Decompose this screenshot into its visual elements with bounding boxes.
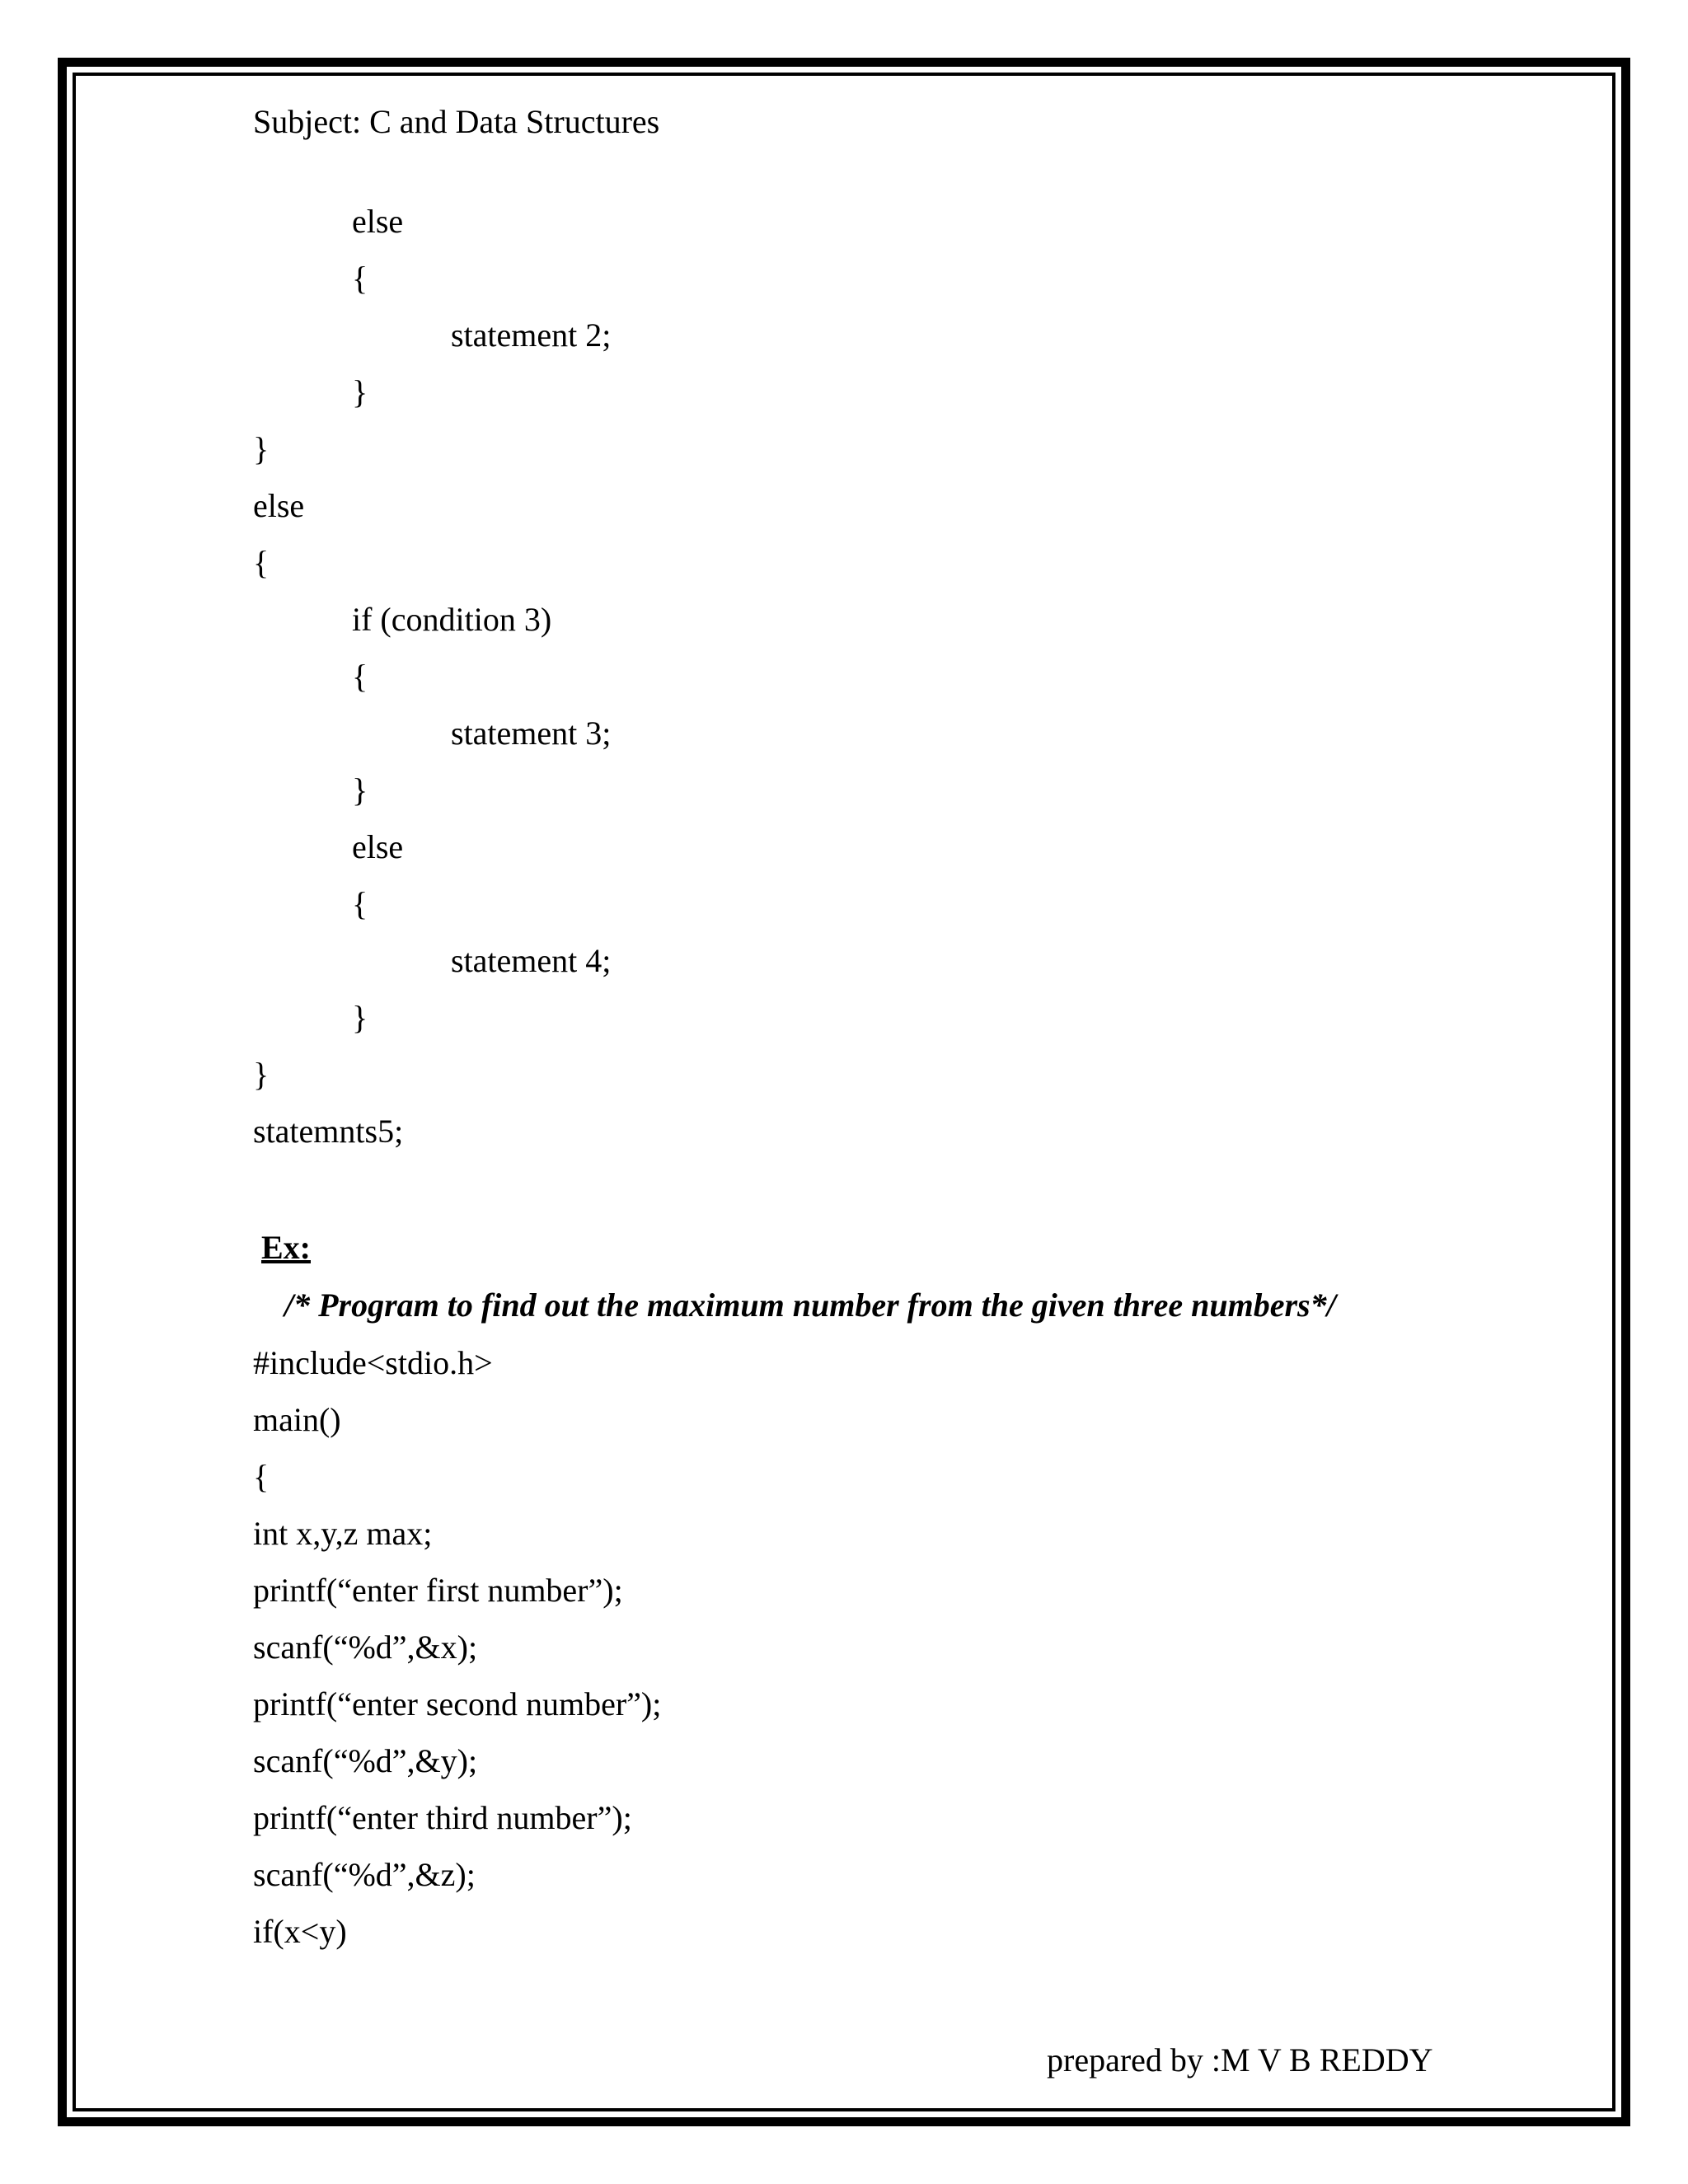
code-line: int x,y,z max; — [253, 1515, 433, 1552]
code-line: #include<stdio.h> — [253, 1344, 493, 1381]
code-line: printf(“enter second number”); — [253, 1685, 662, 1722]
code-line: else — [253, 487, 305, 524]
code-line: scanf(“%d”,&y); — [253, 1742, 478, 1779]
example-label: Ex: — [261, 1229, 311, 1266]
footer-author: prepared by :M V B REDDY — [1047, 2041, 1433, 2079]
code-line: printf(“enter third number”); — [253, 1799, 632, 1836]
code-line: if(x<y) — [253, 1913, 347, 1950]
code-line: } — [352, 999, 368, 1036]
code-line: printf(“enter first number”); — [253, 1572, 623, 1609]
code-line: { — [352, 658, 368, 695]
code-line: statement 3; — [451, 715, 612, 752]
code-line: scanf(“%d”,&z); — [253, 1856, 476, 1893]
code-line: statemnts5; — [253, 1113, 404, 1150]
code-line: { — [253, 544, 270, 581]
code-line: else — [352, 203, 404, 240]
program-comment: /* Program to find out the maximum number from the given three numbers*/ — [284, 1286, 1336, 1324]
code-line: else — [352, 828, 404, 865]
code-line: } — [253, 1056, 270, 1093]
code-line: statement 4; — [451, 942, 612, 979]
code-line: } — [352, 373, 368, 410]
code-line: scanf(“%d”,&x); — [253, 1629, 478, 1666]
code-line: { — [352, 260, 368, 297]
code-line: statement 2; — [451, 316, 612, 354]
code-line: main() — [253, 1401, 341, 1438]
code-line: if (condition 3) — [352, 601, 552, 638]
code-line: } — [352, 771, 368, 808]
code-line: } — [253, 430, 270, 467]
subject-header: Subject: C and Data Structures — [253, 103, 660, 140]
code-line: { — [253, 1458, 270, 1495]
code-line: { — [352, 885, 368, 922]
